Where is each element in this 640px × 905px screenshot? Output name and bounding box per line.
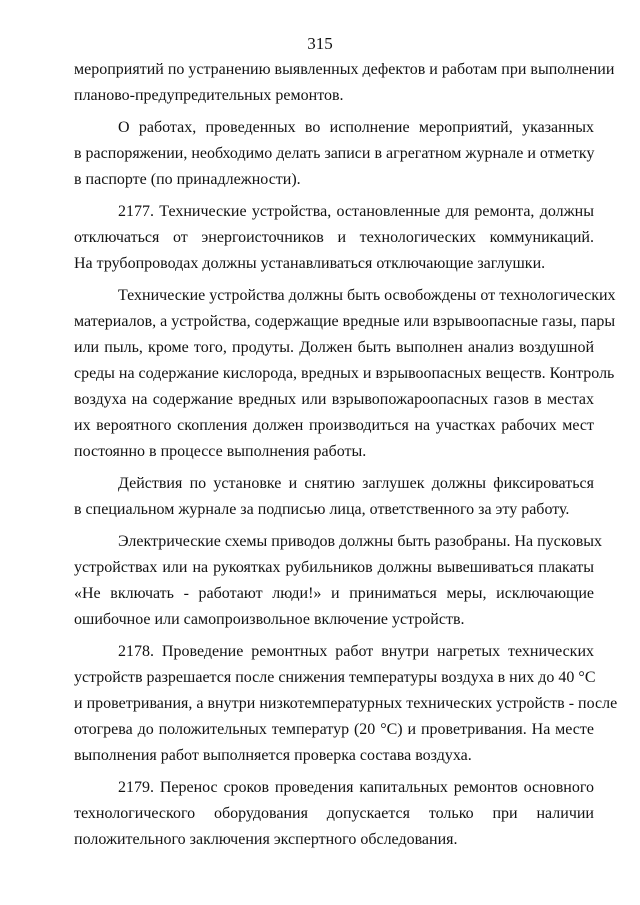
text-line: отключаться от энергоисточников и технологических коммуникаций.	[74, 229, 594, 246]
paragraph	[74, 639, 618, 769]
text-line: Электрические схемы приводов должны быть разобраны. На пусковых	[118, 533, 603, 550]
text-line: среды на содержание кислорода, вредных и взрывоопасных веществ. Контроль	[74, 365, 615, 382]
text-line: воздуха на содержание вредных или взрывопожароопасных газов в местах	[74, 391, 594, 408]
text-line: планово-предупредительных ремонтов.	[74, 87, 344, 104]
text-line: «Не включать - работают люди!» и приниматься меры, исключающие	[74, 585, 594, 602]
text-line: На трубопроводах должны устанавливаться отключающие заглушки.	[74, 255, 546, 272]
text-line: в паспорте (по принадлежности).	[74, 171, 301, 188]
paragraph	[74, 199, 594, 277]
text-line: и проветривания, а внутри низкотемпературных технических устройств - после	[74, 695, 618, 712]
text-line: Действия по установке и снятию заглушек должны фиксироваться	[118, 475, 594, 492]
text-line: Технические устройства должны быть освобождены от технологических	[118, 287, 616, 304]
text-line: 2179. Перенос сроков проведения капитальных ремонтов основного	[118, 779, 594, 796]
document-body	[74, 57, 618, 853]
text-line: мероприятий по устранению выявленных дефектов и работам при выполнении	[74, 61, 615, 78]
text-line: устройствах или на рукоятках рубильников должны вывешиваться плакаты	[74, 559, 594, 576]
paragraph	[74, 57, 615, 109]
text-line: или пыль, кроме того, продуты. Должен быть выполнен анализ воздушной	[74, 339, 594, 356]
paragraph	[74, 529, 603, 633]
text-line: в распоряжении, необходимо делать записи в агрегатном журнале и отметку	[74, 145, 595, 162]
page-number: 315	[307, 34, 333, 53]
text-line: в специальном журнале за подписью лица, ответственного за эту работу.	[74, 501, 570, 518]
text-line: ошибочное или самопроизвольное включение устройств.	[74, 611, 465, 628]
text-line: постоянно в процессе выполнения работы.	[74, 443, 367, 460]
paragraph	[74, 775, 594, 853]
paragraph	[74, 471, 594, 523]
text-line: их вероятного скопления должен производиться на участках рабочих мест	[74, 417, 594, 434]
paragraph	[74, 283, 616, 465]
text-line: 2177. Технические устройства, остановленные для ремонта, должны	[118, 203, 594, 220]
paragraph	[74, 115, 594, 193]
text-line: материалов, а устройства, содержащие вредные или взрывоопасные газы, пары	[74, 313, 616, 330]
text-line: 2178. Проведение ремонтных работ внутри нагретых технических	[118, 643, 594, 660]
text-line: выполнения работ выполняется проверка состава воздуха.	[74, 747, 472, 764]
text-line: устройств разрешается после снижения температуры воздуха в них до 40 °С	[74, 669, 596, 686]
text-line: отогрева до положительных температур (20 °С) и проветривания. На месте	[74, 721, 594, 738]
text-line: технологического оборудования допускается только при наличии	[74, 805, 594, 822]
text-line: положительного заключения экспертного обследования.	[74, 831, 458, 848]
text-line: О работах, проведенных во исполнение мероприятий, указанных	[118, 119, 594, 136]
